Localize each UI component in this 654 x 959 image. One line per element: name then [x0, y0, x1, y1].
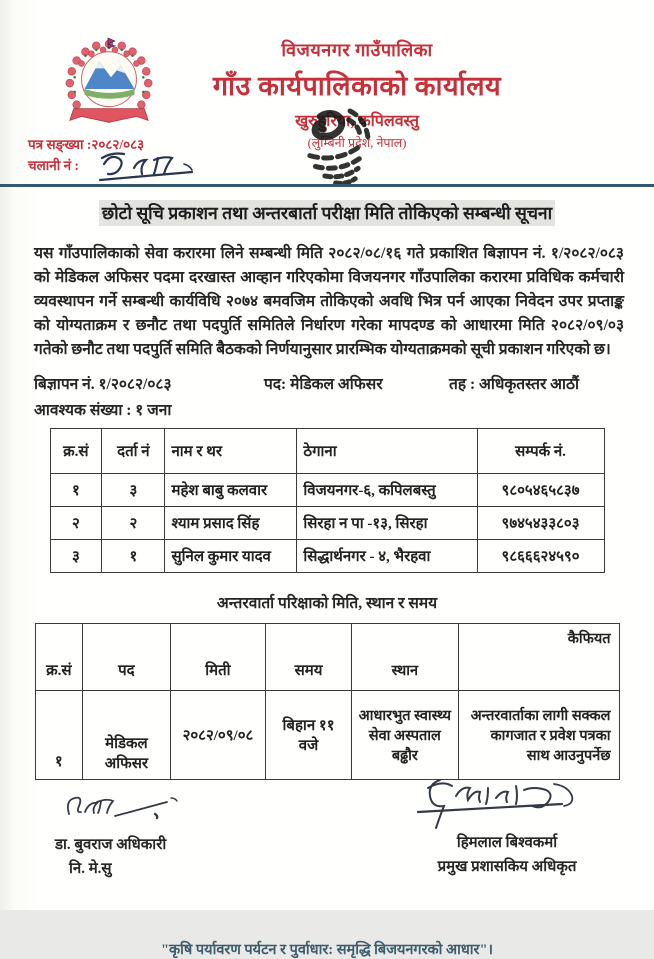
- letterhead: [0, 0, 654, 186]
- col-header-place: स्थान: [351, 624, 458, 691]
- cell-place: आधारभुत स्वास्थ्य सेवा अस्पताल बढ्ढौर: [351, 691, 458, 780]
- header-divider-rule: [0, 184, 654, 187]
- cell-contact: ९८६६६२४५९०: [477, 540, 604, 573]
- col-header-address: ठेगाना: [297, 429, 477, 474]
- cell-name: महेश बाबु कलवार: [165, 474, 297, 507]
- cell-contact: ९८०५४६५८३७: [477, 474, 604, 507]
- interview-header-row: [35, 624, 619, 691]
- signature-block-right: [412, 774, 602, 876]
- signature-area: [0, 788, 654, 913]
- interview-table: [35, 623, 620, 780]
- cell-date: २०८२/०९/०८: [170, 691, 266, 780]
- cell-remarks: अन्तरवार्ताका लागी सक्कल कागजात र प्रवेश पत्रका साथ आउनुपर्नेछ: [458, 691, 619, 780]
- cell-address: सिद्धार्थनगर - ४, भैरहवा: [297, 540, 477, 573]
- col-header-name: नाम र थर: [165, 429, 297, 474]
- table-row: [50, 507, 604, 540]
- signer-name-left: डा. बुवराज अधिकारी: [55, 837, 167, 853]
- col-header-contact: सम्पर्क नं.: [477, 429, 604, 474]
- table-row: [50, 474, 604, 507]
- letter-number: पत्र सङ्ख्या :२०८२/०८३: [28, 137, 145, 152]
- col-header-date: मिती: [170, 624, 266, 691]
- cell-post: मेडिकल अफिसर: [83, 691, 171, 780]
- col-header-regno: दर्ता नं: [102, 429, 165, 474]
- cell-time: बिहान ११ वजे: [266, 691, 352, 780]
- cell-serial: १: [50, 474, 102, 507]
- handwritten-signature-left: [55, 788, 195, 834]
- chalani-label: चलानी नं :: [28, 158, 79, 173]
- interview-section-title: अन्तरवार्ता परिक्षाको मिति, स्थान र समय: [216, 595, 438, 612]
- advert-post: पद: मेडिकल अफिसर: [264, 376, 383, 393]
- signature-block-left: [55, 788, 195, 878]
- cell-serial: ३: [50, 540, 102, 573]
- table-row: [35, 691, 619, 780]
- cell-regno: १: [102, 540, 165, 573]
- signer-name-right: हिमलाल बिश्वकर्मा: [456, 835, 558, 851]
- required-count-line: आवश्यक संख्या : १ जना: [34, 402, 172, 419]
- handwritten-signature-right: [412, 774, 602, 832]
- province-line: (लुम्बिनी प्रदेश, नेपाल): [307, 136, 407, 150]
- cell-regno: ३: [102, 474, 165, 507]
- table-row: [50, 540, 604, 573]
- advert-level: तह : अधिकृतस्तर आठौं: [449, 376, 580, 393]
- office-address: खुरुहुरिया, कपिलवस्तु: [295, 113, 419, 130]
- cell-name: श्याम प्रसाद सिंह: [165, 507, 297, 540]
- cell-serial: २: [50, 507, 102, 540]
- col-header-remarks: कैफियत: [458, 624, 619, 691]
- municipality-name: विजयनगर गाउँपालिका: [281, 40, 433, 60]
- shortlist-header-row: [50, 429, 604, 474]
- cell-name: सुनिल कुमार यादव: [165, 540, 297, 573]
- office-name: गाँउ कार्यपालिकाको कार्यालय: [212, 71, 502, 101]
- signer-title-left: नि. मे.सु: [69, 861, 112, 877]
- col-header-time: समय: [266, 624, 352, 691]
- col-header-post: पद: [83, 624, 171, 691]
- notice-title: छोटो सूचि प्रकाशन तथा अन्तरबार्ता परीक्षा मिति तोकिएको सम्बन्धी सूचना: [101, 203, 553, 223]
- col-header-serial: क्र.सं: [50, 429, 102, 474]
- cell-contact: ९७४५४३३८०३: [477, 507, 604, 540]
- cell-regno: २: [102, 507, 165, 540]
- cell-serial: १: [35, 691, 83, 780]
- advert-number: बिज्ञापन नं. १/२०८२/०८३: [34, 376, 172, 393]
- col-header-serial: क्र.सं: [35, 624, 83, 691]
- cell-address: विजयनगर-६, कपिलबस्तु: [297, 474, 477, 507]
- chalani-handwritten-value: [96, 146, 206, 188]
- office-ink-stamp: [268, 96, 398, 196]
- shortlist-table: [50, 428, 605, 573]
- footer-slogan: "कृषि पर्यावरण पर्यटन र पुर्वाधार: समृद्धि बिजयनगरको आधार"।: [160, 942, 493, 958]
- notice-body-paragraph: यस गाँउपालिकाको सेवा करारमा लिने सम्बन्धी मिति २०८२/०८/१६ गते प्रकाशित बिज्ञापन नं. १/२०८२/०८३ को मेडिकल अफिसर पदमा दरखास्त आव्हान गरिएकोमा विजयनगर गाँउपालिका करारमा प्रविधिक कर्मचारी व्यवस्थापन गर्ने सम्बन्धी कार्यविधि २०७४ बमवजिम तोकिएको अवधि भित्र पर्न आएका निवेदन उपर प्रप्ताङ्क को योग्यताक्रम र छनौट तथा पदपुर्ति समितिले निर्धारण गरेका मापदण्ड को आधारमा मिति २०८२/०९/०३ गतेको छनौट तथा पदपुर्ति समिति बैठकको निर्णयानुसार प्रारम्भिक योग्यताक्रमको सूची प्रकाशन गरिएको छ।: [34, 245, 624, 358]
- signer-title-right: प्रमुख प्रशासकिय अधिकृत: [437, 859, 577, 875]
- cell-address: सिरहा न पा -१३, सिरहा: [297, 507, 477, 540]
- advert-info-line: [34, 372, 624, 394]
